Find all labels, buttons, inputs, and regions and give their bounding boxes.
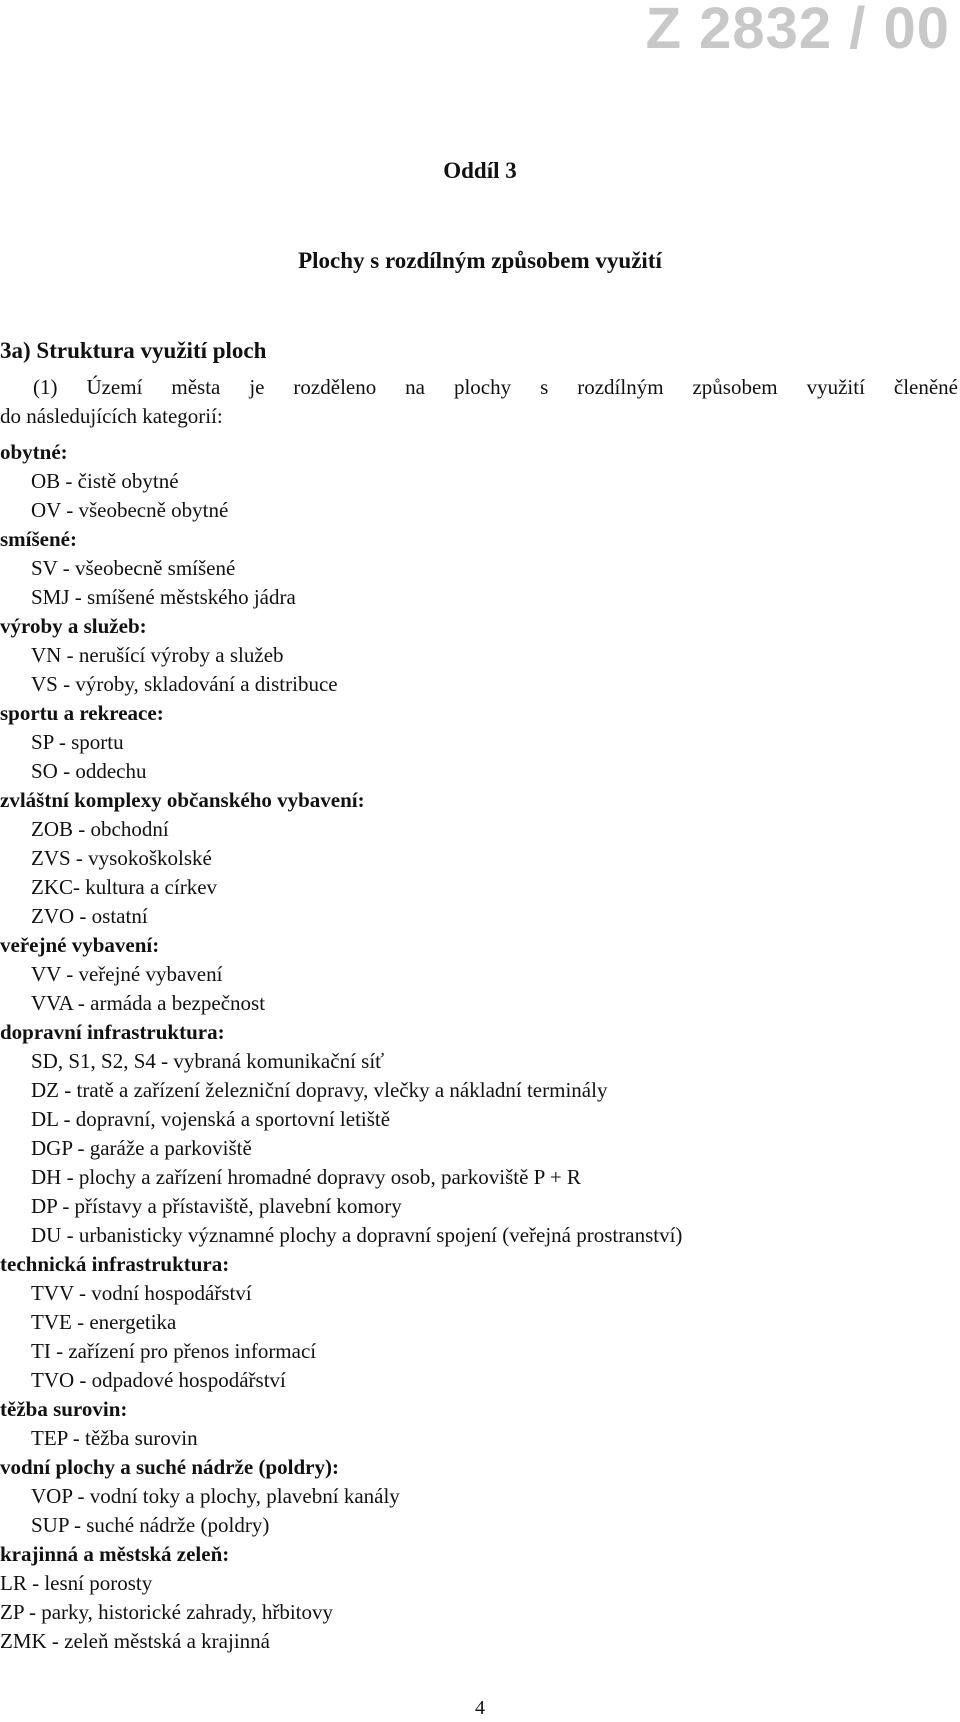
category-list <box>0 438 958 1656</box>
list-item: TVV - vodní hospodářství <box>31 1281 252 1305</box>
category-smisene <box>0 525 958 612</box>
list-item: TVO - odpadové hospodářství <box>31 1368 286 1392</box>
category-items <box>0 815 958 931</box>
category-tezba-surovin <box>0 1395 958 1453</box>
category-items <box>0 1482 958 1540</box>
list-item: DL - dopravní, vojenská a sportovní letiště <box>31 1107 391 1131</box>
list-item: TI - zařízení pro přenos informací <box>31 1339 317 1363</box>
list-item: DGP - garáže a parkoviště <box>31 1136 252 1160</box>
list-item: DP - přístavy a přístaviště, plavební komory <box>31 1194 402 1218</box>
list-item: DZ - tratě a zařízení železniční dopravy, vlečky a nákladní terminály <box>31 1078 608 1102</box>
category-name: výroby a služeb: <box>0 614 147 638</box>
intro-paragraph <box>0 373 958 431</box>
category-vyroby-a-sluzeb <box>0 612 958 699</box>
category-vodni-plochy <box>0 1453 958 1540</box>
category-name: vodní plochy a suché nádrže (poldry): <box>0 1455 339 1479</box>
category-name: sportu a rekreace: <box>0 701 164 725</box>
category-name: dopravní infrastruktura: <box>0 1020 225 1044</box>
list-item: SO - oddechu <box>31 759 147 783</box>
list-item: OB - čistě obytné <box>31 469 179 493</box>
list-item: ZKC- kultura a církev <box>31 875 218 899</box>
list-item: SP - sportu <box>31 730 124 754</box>
category-items <box>0 960 958 1018</box>
list-item: ZVO - ostatní <box>31 904 148 928</box>
category-zvlastni-komplexy <box>0 786 958 931</box>
page-number: 4 <box>475 1697 485 1719</box>
category-items <box>0 1279 958 1395</box>
intro-line-2: do následujících kategorií: <box>0 404 223 428</box>
category-dopravni-infrastruktura <box>0 1018 958 1250</box>
list-item: ZP - parky, historické zahrady, hřbitovy <box>0 1600 333 1624</box>
list-item: TEP - těžba surovin <box>31 1426 198 1450</box>
category-name: smíšené: <box>0 527 77 551</box>
list-item: VOP - vodní toky a plochy, plavební kanály <box>31 1484 400 1508</box>
category-items <box>0 467 958 525</box>
category-items <box>0 1424 958 1453</box>
structure-heading: 3a) Struktura využití ploch <box>0 338 267 363</box>
category-name: obytné: <box>0 440 68 464</box>
list-item: SD, S1, S2, S4 - vybraná komunikační síť <box>31 1049 385 1073</box>
category-name: těžba surovin: <box>0 1397 128 1421</box>
list-item: OV - všeobecně obytné <box>31 498 229 522</box>
list-item: TVE - energetika <box>31 1310 177 1334</box>
category-name: zvláštní komplexy občanského vybavení: <box>0 788 365 812</box>
category-name: krajinná a městská zeleň: <box>0 1542 230 1566</box>
list-item: VS - výroby, skladování a distribuce <box>31 672 338 696</box>
category-technicka-infrastruktura <box>0 1250 958 1395</box>
list-item: ZVS - vysokoškolské <box>31 846 212 870</box>
category-verejne-vybaveni <box>0 931 958 1018</box>
list-item: DH - plochy a zařízení hromadné dopravy osob, parkoviště P + R <box>31 1165 581 1189</box>
list-item: ZMK - zeleň městská a krajinná <box>0 1629 270 1653</box>
list-item: SV - všeobecně smíšené <box>31 556 236 580</box>
category-items <box>0 641 958 699</box>
list-item: DU - urbanisticky významné plochy a dopravní spojení (veřejná prostranství) <box>31 1223 683 1247</box>
category-items <box>0 728 958 786</box>
category-obytne <box>0 438 958 525</box>
document-id: Z 2832 / 00 <box>645 0 950 61</box>
list-item: SMJ - smíšené městského jádra <box>31 585 296 609</box>
intro-line-1: (1) Území města je rozděleno na plochy s rozdílným způsobem využití členěné <box>33 375 958 399</box>
category-name: technická infrastruktura: <box>0 1252 230 1276</box>
list-item: VVA - armáda a bezpečnost <box>31 991 266 1015</box>
category-items <box>0 1569 958 1656</box>
list-item: VV - veřejné vybavení <box>31 962 223 986</box>
section-subtitle: Plochy s rozdílným způsobem využití <box>298 248 662 273</box>
list-item: LR - lesní porosty <box>0 1571 153 1595</box>
list-item: SUP - suché nádrže (poldry) <box>31 1513 270 1537</box>
category-name: veřejné vybavení: <box>0 933 160 957</box>
section-title: Oddíl 3 <box>443 158 517 183</box>
category-items <box>0 554 958 612</box>
category-krajinna-zelen <box>0 1540 958 1656</box>
list-item: VN - nerušící výroby a služeb <box>31 643 284 667</box>
category-sportu-a-rekreace <box>0 699 958 786</box>
list-item: ZOB - obchodní <box>31 817 169 841</box>
category-items <box>0 1047 958 1250</box>
